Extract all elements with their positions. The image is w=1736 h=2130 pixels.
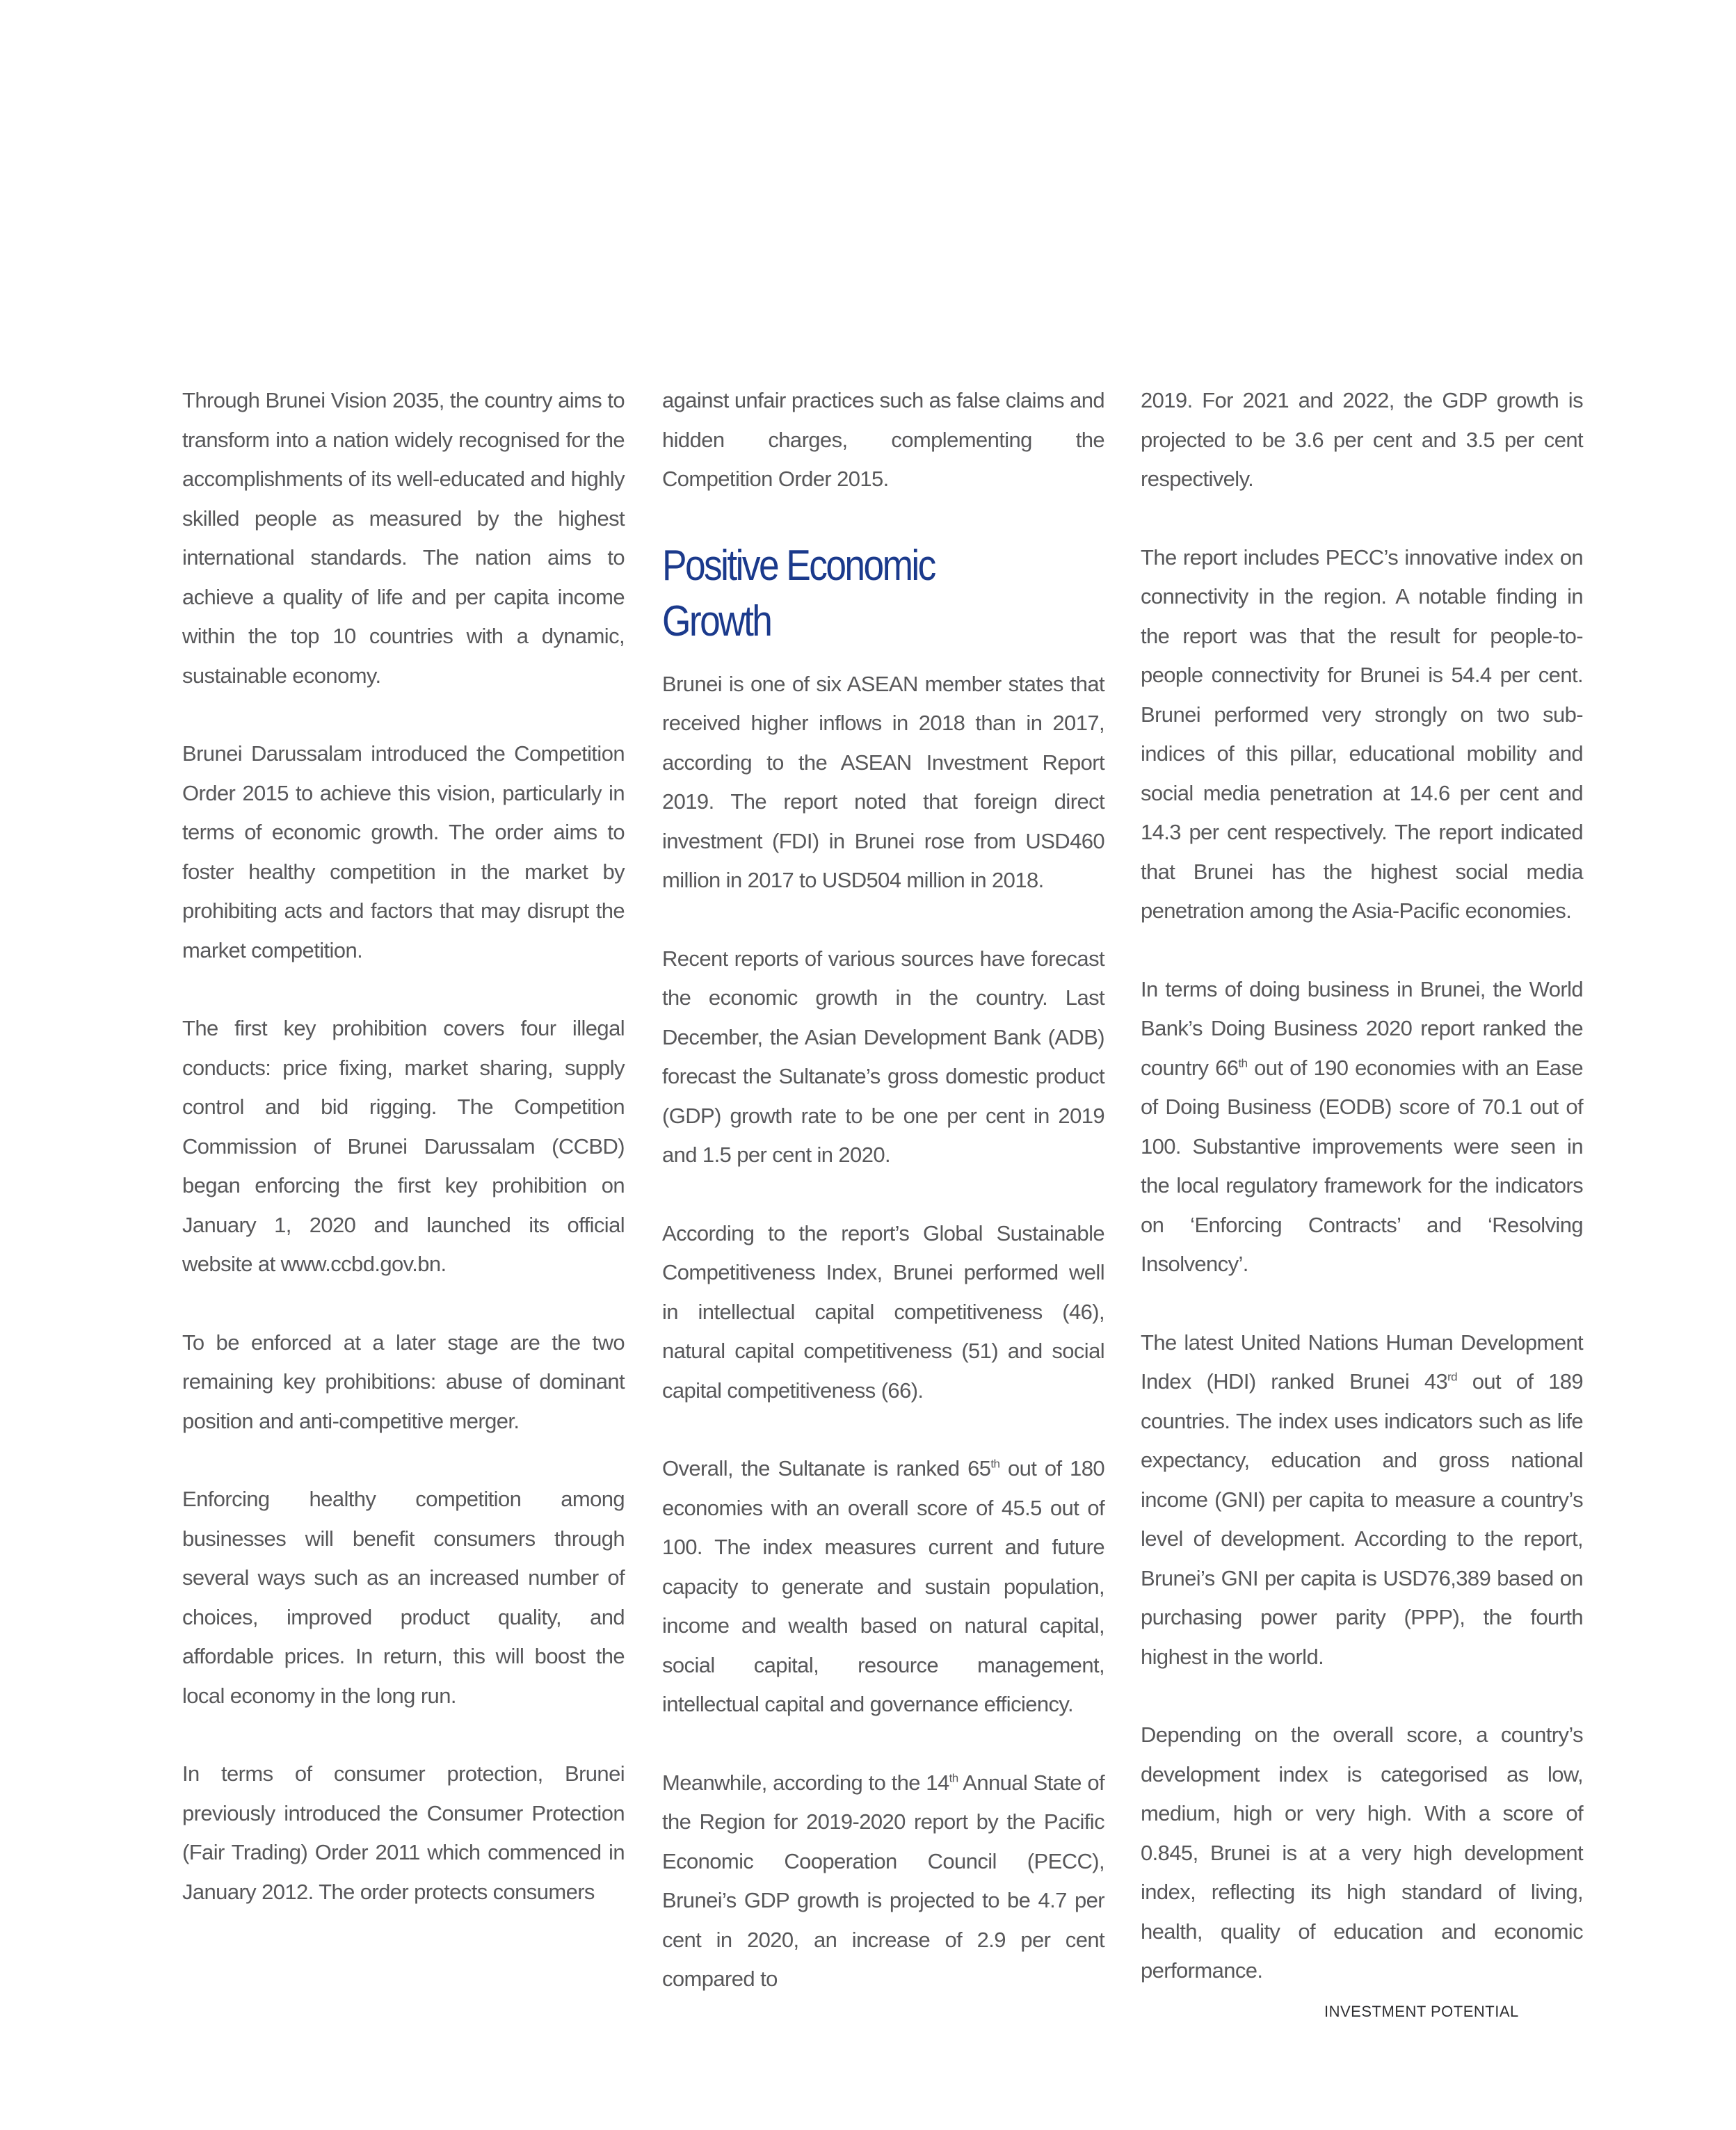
hdi-text-start: The latest United Nations Human Development Index (HDI) ranked Brunei 43: [1141, 1330, 1583, 1394]
text-column-3: [1141, 381, 1583, 2030]
ordinal-suffix: th: [1238, 1056, 1248, 1070]
paragraph-overall-ranking: [662, 1449, 1104, 1725]
paragraph-gdp-projection: 2019. For 2021 and 2022, the GDP growth is projected to be 3.6 per cent and 3.5 per cent respectively.: [1141, 388, 1583, 491]
pecc-text-start: Meanwhile, according to the 14: [662, 1770, 949, 1795]
section-heading-positive-economic-growth: Positive Economic Growth: [662, 541, 935, 645]
ordinal-suffix: rd: [1447, 1370, 1458, 1384]
paragraph-adb-forecast: Recent reports of various sources have forecast the economic growth in the country. Last December, the Asian Development Bank (ADB) forecast the Sultanate’s gross domestic product (GDP) growth rate to be one per cent in 2019 and 1.5 per cent in 2020.: [662, 946, 1104, 1167]
doing-business-text-end: out of 190 economies with an Ease of Doing Business (EODB) score of 70.1 out of 100. Substantive improvements were seen in the local regulatory framework for the indicators on ‘Enforcing Contracts’ and ‘Resolving Insolvency’.: [1141, 1055, 1583, 1276]
paragraph-human-development-index: [1141, 1323, 1583, 1677]
paragraph-competition-order: Brunei Darussalam introduced the Competition Order 2015 to achieve this vision, particularly in terms of economic growth. The order aims to foster healthy competition in the market by prohibiting acts and factors that may disrupt the market competition.: [182, 741, 625, 962]
paragraph-sustainable-competitiveness: According to the report’s Global Sustainable Competitiveness Index, Brunei performed well in intellectual capital competitiveness (46), natural capital competitiveness (51) and social capital competitiveness (66).: [662, 1220, 1104, 1403]
paragraph-first-key-prohibition: The first key prohibition covers four illegal conducts: price fixing, market sharing, supply control and bid rigging. The Competition Commission of Brunei Darussalam (CCBD) began enforcing the first key prohibition on January 1, 2020 and launched its official website at www.ccbd.gov.bn.: [182, 1016, 625, 1276]
doing-business-text-start: In terms of doing business in Brunei, the World Bank’s Doing Business 2020 report ranked the country 66: [1141, 976, 1583, 1080]
ranking-text-end: out of 180 economies with an overall score of 45.5 out of 100. The index measures current and future capacity to generate and sustain population, income and wealth based on natural capital, social capital, resource management, intellectual capital and governance efficiency.: [662, 1456, 1104, 1716]
paragraph-connectivity-index: The report includes PECC’s innovative index on connectivity in the region. A notable finding in the report was that the result for people-to-people connectivity for Brunei is 54.4 per cent. Brunei performed very strongly on two sub-indices of this pillar, educational mobility and social media penetration at 14.6 per cent and 14.3 per cent respectively. The report indicated that Brunei has the highest social media penetration among the Asia-Pacific economies.: [1141, 544, 1583, 923]
paragraph-development-category: Depending on the overall score, a country’s development index is categorised as low, medium, high or very high. With a score of 0.845, Brunei is at a very high development index, reflecting its high standard of living, health, quality of education and economic performance.: [1141, 1722, 1583, 1983]
paragraph-remaining-prohibitions: To be enforced at a later stage are the two remaining key prohibitions: abuse of dominant position and anti-competitive merger.: [182, 1330, 625, 1433]
text-column-1: [182, 381, 625, 1951]
paragraph-brunei-vision-2035: Through Brunei Vision 2035, the country aims to transform into a nation widely recognised for the accomplishments of its well-educated and highly skilled people as measured by the highest international standards. The nation aims to achieve a quality of life and per capita income within the top 10 countries with a dynamic, sustainable economy.: [182, 388, 625, 688]
ranking-text-start: Overall, the Sultanate is ranked 65: [662, 1456, 991, 1480]
paragraph-doing-business: [1141, 970, 1583, 1284]
ordinal-suffix: th: [949, 1771, 958, 1785]
pecc-text-end: Annual State of the Region for 2019-2020 report by the Pacific Economic Cooperation Council (PECC), Brunei’s GDP growth is projected to be 4.7 per cent in 2020, an increase of 2.9 per cent compared to: [662, 1770, 1104, 1991]
paragraph-pecc-report: [662, 1764, 1104, 1999]
text-column-2: [662, 381, 1104, 2038]
running-footer-section-label: INVESTMENT POTENTIAL: [1324, 2003, 1519, 2020]
paragraph-consumer-protection: In terms of consumer protection, Brunei previously introduced the Consumer Protection (Fair Trading) Order 2011 which commenced in January 2012. The order protects consumers: [182, 1761, 625, 1904]
paragraph-asean-investment: Brunei is one of six ASEAN member states that received higher inflows in 2018 than in 2017, according to the ASEAN Investment Report 2019. The report noted that foreign direct investment (FDI) in Brunei rose from USD460 million in 2017 to USD504 million in 2018.: [662, 671, 1104, 892]
paragraph-unfair-practices: against unfair practices such as false claims and hidden charges, complementing the Competition Order 2015.: [662, 388, 1104, 491]
paragraph-healthy-competition: Enforcing healthy competition among businesses will benefit consumers through several ways such as an increased number of choices, improved product quality, and affordable prices. In return, this will boost the local economy in the long run.: [182, 1487, 625, 1708]
ordinal-suffix: th: [990, 1457, 1000, 1471]
hdi-text-end: out of 189 countries. The index uses indicators such as life expectancy, education and gross national income (GNI) per capita to measure a country’s level of development. According to the report, Brunei’s GNI per capita is USD76,389 based on purchasing power parity (PPP), the fourth highest in the world.: [1141, 1369, 1583, 1669]
